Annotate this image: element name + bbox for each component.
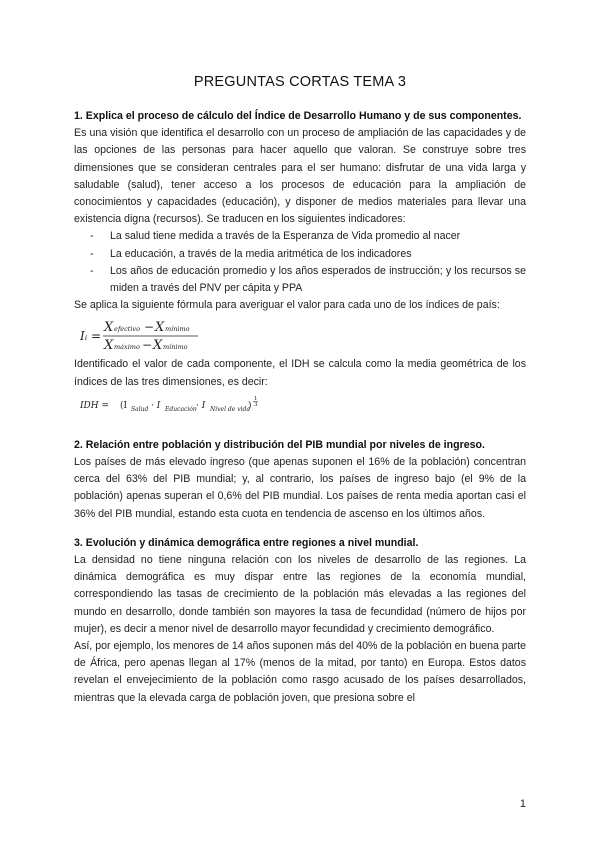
indicator-list: [74, 228, 526, 297]
bullet-dash: -: [90, 230, 94, 243]
idh-lhs: IDH =: [80, 400, 110, 411]
formula-den-sub1: máximo: [114, 343, 140, 352]
idh-formula: [80, 393, 526, 415]
formula-num-minus: −: [144, 320, 155, 335]
page-title: PREGUNTAS CORTAS TEMA 3: [193, 74, 407, 90]
idh-sub-nivel: Nivel de vida: [210, 405, 250, 413]
formula-num-var1: X: [104, 320, 114, 336]
formula-num-sub2: mínimo: [165, 325, 190, 334]
formula-lhs: Iᵢ =: [80, 329, 102, 344]
question-3-paragraph-1: La densidad no tiene ninguna relación con los niveles de desarrollo de las regiones. La dinámica demográfica es muy dispar entre las regiones de la economía mundial, correspondiendo las tasas de crecimiento de la población más elevadas a las regiones del mundo en desarrollo, donde también son mayores la tasa de fecundidad (número de hijos por mujer), es decir a menor nivel de desarrollo mayor fecundidad y crecimiento demográfico.: [74, 554, 526, 635]
question-3-heading: 3. Evolución y dinámica demográfica entre regiones a nivel mundial.: [74, 536, 419, 549]
question-3-paragraph-2: Así, por ejemplo, los menores de 14 años suponen más del 40% de la población en buena parte de África, pero apenas llegan al 17% (menos de la mitad, por tanto) en Europa. Estos datos revelan el envejecimiento de la población como rasgo acusado de los países desarrollados, mientras que la elevada carga de población joven, que presiona sobre el: [74, 640, 526, 704]
bullet-dash: -: [90, 247, 94, 260]
formula-intro: Se aplica la siguiente fórmula para averiguar el valor para cada uno de los índices de país:: [74, 299, 500, 312]
formula-den-var1: X: [104, 338, 114, 354]
formula-den-minus: −: [142, 338, 153, 353]
question-2-heading: 2. Relación entre población y distribución del PIB mundial por niveles de ingreso.: [74, 438, 485, 451]
page-number: 1: [519, 798, 526, 810]
index-formula: [80, 318, 526, 354]
idh-exp-den: 3: [254, 401, 258, 408]
document-body: [74, 108, 526, 707]
formula-num-var2: X: [155, 320, 165, 336]
idh-dot1: · I: [151, 400, 161, 411]
question-1-intro: Es una visión que identifica el desarrollo con un proceso de ampliación de las capacidades y de las opciones de las personas para hacer aquello que valoran. Se construye sobre tres dimensiones que se consideran centrales para el ser humano: disfrutar de una vida larga y saludable (salud), tener acceso a los procesos de educación para la ampliación de conocimientos y capacidades (educación), y disponer de medios materiales para llevar una existencia digna (recursos). Se traducen en los siguientes indicadores:: [74, 127, 526, 226]
idh-close: ): [248, 400, 252, 411]
question-1-heading: 1. Explica el proceso de cálculo del Índice de Desarrollo Humano y de sus componentes.: [74, 110, 522, 122]
bullet-dash: -: [90, 264, 94, 277]
idh-exp-num: 1: [254, 395, 258, 402]
idh-sub-salud: Salud: [131, 405, 149, 413]
question-2-body: Los países de más elevado ingreso (que apenas suponen el 16% de la población) concentran cerca del 63% del PIB mundial; y, al contrario, los países de ingreso bajo (el 9% de la población) apenas superan el 0,6% del PIB mundial. Los países de renta media aportan casi el 36% del PIB mundial, estando esta cuota en tendencia de ascenso en los últimos años.: [74, 456, 526, 520]
list-item: - La salud tiene medida a través de la Esperanza de Vida promedio al nacer: [74, 228, 526, 245]
idh-dot2: · I: [196, 400, 206, 411]
idh-sub-educacion: Educación: [165, 405, 197, 413]
after-formula-text: Identificado el valor de cada componente, el IDH se calcula como la media geométrica de los índices de las tres dimensiones, es decir:: [74, 358, 526, 388]
formula-den-sub2: mínimo: [163, 343, 188, 352]
idh-open: (I: [120, 400, 128, 411]
formula-num-sub1: efectivo: [114, 325, 141, 334]
list-item: - La educación, a través de la media aritmética de los indicadores: [74, 246, 526, 263]
formula-den-var2: X: [153, 338, 163, 354]
list-item: - Los años de educación promedio y los años esperados de instrucción; y los recursos se miden a través del PNV per cápita y PPA: [90, 264, 526, 295]
